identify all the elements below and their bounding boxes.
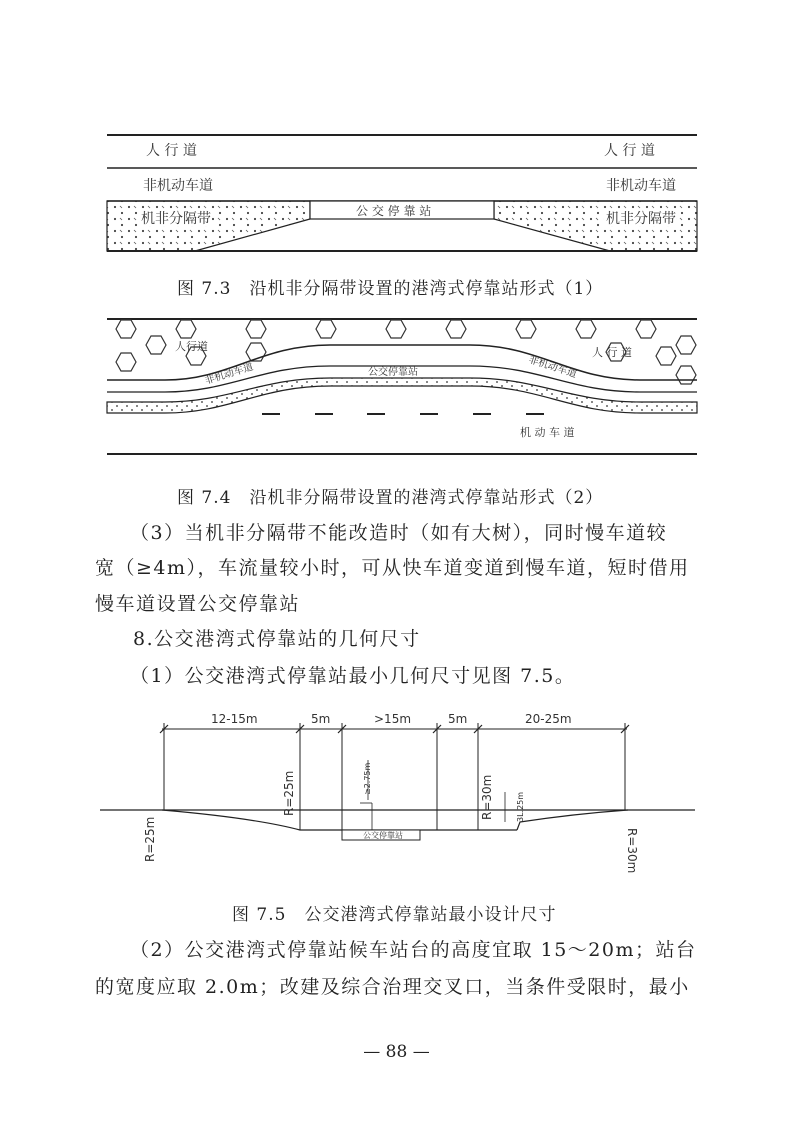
paragraph-2-line-2: 的宽度应取 2.0m；改建及综合治理交叉口，当条件受限时，最小: [95, 976, 690, 998]
dim-2-75m: ≥2.75m: [363, 762, 372, 795]
fig73-nonmotor-left: 非机动车道: [143, 178, 213, 194]
radius-left-outer: R=25m: [143, 816, 157, 862]
figure-7-3: [0, 0, 793, 270]
dim-5m-right: 5m: [448, 712, 468, 726]
radius-left-inner: R=25m: [282, 770, 296, 816]
fig73-sidewalk-left: 人 行 道: [146, 143, 197, 159]
figure-7-5-caption: 图 7.5 公交港湾式停靠站最小设计尺寸: [232, 905, 557, 925]
dim-gt15m: >15m: [374, 712, 412, 726]
fig75-bus-stop: 公交停靠站: [363, 831, 403, 840]
page-number: — 88 —: [363, 1042, 430, 1062]
figure-7-5: [0, 700, 793, 890]
fig74-sidewalk-left: 人行道: [175, 340, 208, 353]
figure-7-3-caption: 图 7.3 沿机非分隔带设置的港湾式停靠站形式（1）: [177, 279, 604, 299]
fig73-sidewalk-right: 人 行 道: [604, 143, 655, 159]
dim-5m-left: 5m: [311, 712, 331, 726]
section-8-heading: 8.公交港湾式停靠站的几何尺寸: [133, 628, 421, 650]
dim-20-25m: 20-25m: [525, 712, 572, 726]
fig74-nonmotor-right: 非机动车道: [527, 354, 579, 381]
paragraph-2-line-1: （2）公交港湾式停靠站候车站台的高度宜取 15～20m；站台: [130, 939, 697, 961]
separator-band: [107, 378, 697, 413]
fig74-nonmotor-left: 非机动车道: [203, 361, 255, 387]
paragraph-3-line-2: 宽（≥4m），车流量较小时，可从快车道变道到慢车道，短时借用: [95, 557, 690, 579]
figure-7-4-caption: 图 7.4 沿机非分隔带设置的港湾式停靠站形式（2）: [177, 488, 604, 508]
fig73-separator-left: 机非分隔带: [141, 211, 211, 227]
figure-7-4: [0, 300, 793, 470]
paragraph-3-line-1: （3）当机非分隔带不能改造时（如有大树），同时慢车道较: [130, 522, 668, 544]
radius-right-outer: R=30m: [625, 828, 639, 874]
fig73-bus-stop: 公 交 停 靠 站: [356, 204, 432, 218]
fig73-nonmotor-right: 非机动车道: [606, 178, 676, 194]
radius-right-inner: R=30m: [480, 774, 494, 820]
fig74-motor-lane: 机 动 车 道: [520, 426, 575, 439]
dim-12-15m: 12-15m: [211, 712, 258, 726]
dim-1-25m: 3L.25m: [516, 791, 525, 822]
fig73-separator-right: 机非分隔带: [606, 211, 676, 227]
fig74-sidewalk-right: 人 行 道: [592, 346, 632, 359]
paragraph-3-line-3: 慢车道设置公交停靠站: [95, 593, 301, 615]
section-8-item-1: （1）公交港湾式停靠站最小几何尺寸见图 7.5。: [130, 665, 576, 687]
fig74-bus-stop: 公交停靠站: [368, 367, 418, 378]
